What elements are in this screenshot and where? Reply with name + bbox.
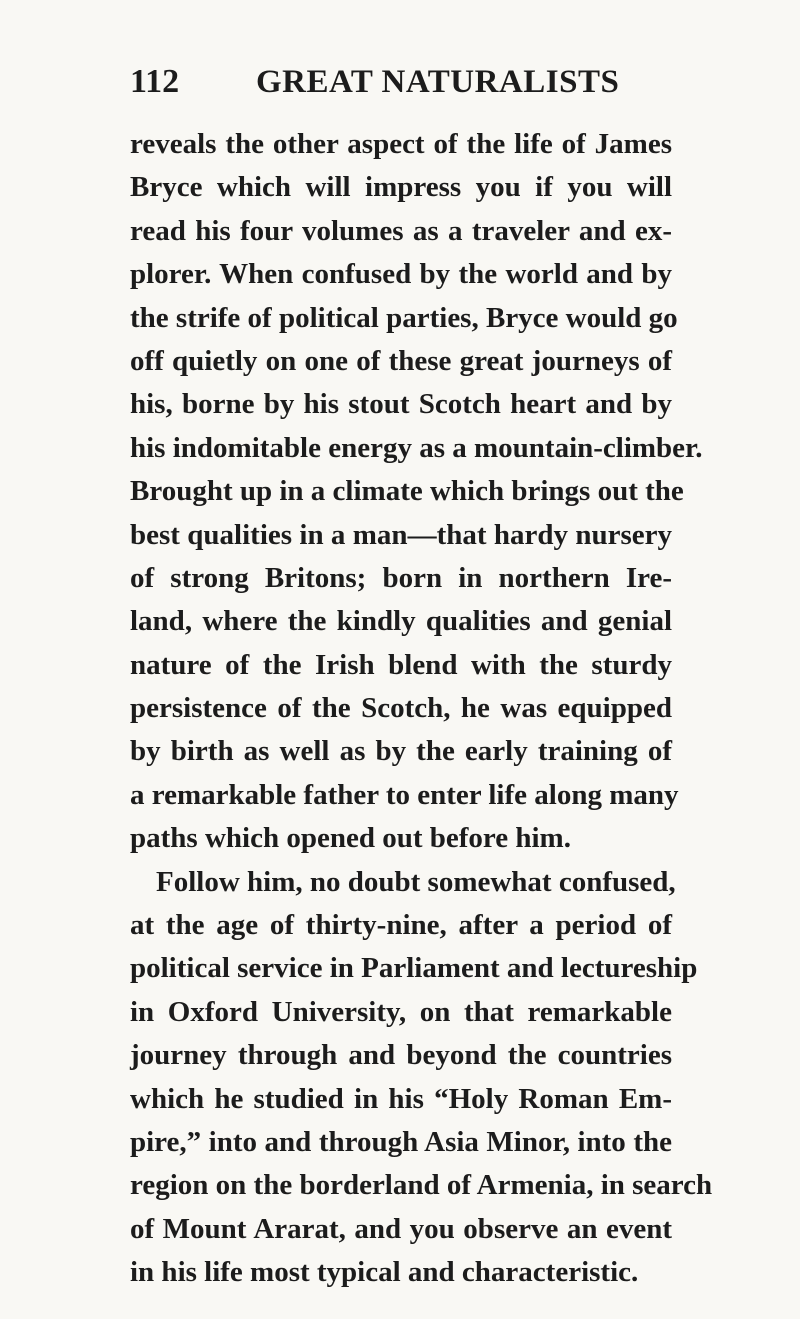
text-line: in his life most typical and characteristic. (130, 1256, 639, 1289)
text-line: region on the borderland of Armenia, in search (130, 1169, 713, 1202)
text-line: Bryce which will impress you if you will (130, 171, 672, 204)
text-line: of Mount Ararat, and you observe an event (130, 1212, 672, 1245)
text-line: best qualities in a man—that hardy nursery (130, 518, 672, 551)
text-line: pire,” into and through Asia Minor, into the (130, 1125, 672, 1158)
text-line: off quietly on one of these great journeys of (130, 344, 672, 377)
text-line: paths which opened out before him. (130, 822, 571, 855)
text-line: of strong Britons; born in northern Ire- (130, 561, 672, 594)
text-line: plorer. When confused by the world and by (130, 258, 672, 291)
text-line: a remarkable father to enter life along many (130, 778, 679, 811)
text-line: Brought up in a climate which brings out the (130, 475, 684, 508)
running-head (130, 60, 672, 104)
text-line: political service in Parliament and lectureship (130, 952, 698, 985)
text-line: land, where the kindly qualities and genial (130, 605, 672, 638)
text-line: persistence of the Scotch, he was equipped (130, 692, 672, 725)
text-line: journey through and beyond the countries (130, 1039, 672, 1072)
text-line: his, borne by his stout Scotch heart and by (130, 388, 672, 421)
text-line: Follow him, no doubt somewhat confused, (156, 865, 676, 898)
text-line: at the age of thirty-nine, after a period of (130, 909, 672, 942)
text-line: reveals the other aspect of the life of James (130, 128, 672, 160)
text-line: by birth as well as by the early training of (130, 735, 672, 768)
body-text (130, 123, 713, 1295)
text-line: in Oxford University, on that remarkable (130, 995, 672, 1028)
page-number: 112 (130, 63, 180, 100)
text-line: read his four volumes as a traveler and ex- (130, 214, 672, 247)
text-line: nature of the Irish blend with the sturdy (130, 648, 672, 681)
text-line: his indomitable energy as a mountain-climber. (130, 431, 703, 464)
running-title: GREAT NATURALISTS (256, 64, 620, 100)
text-line: which he studied in his “Holy Roman Em- (130, 1082, 672, 1115)
text-line: the strife of political parties, Bryce would go (130, 301, 678, 334)
